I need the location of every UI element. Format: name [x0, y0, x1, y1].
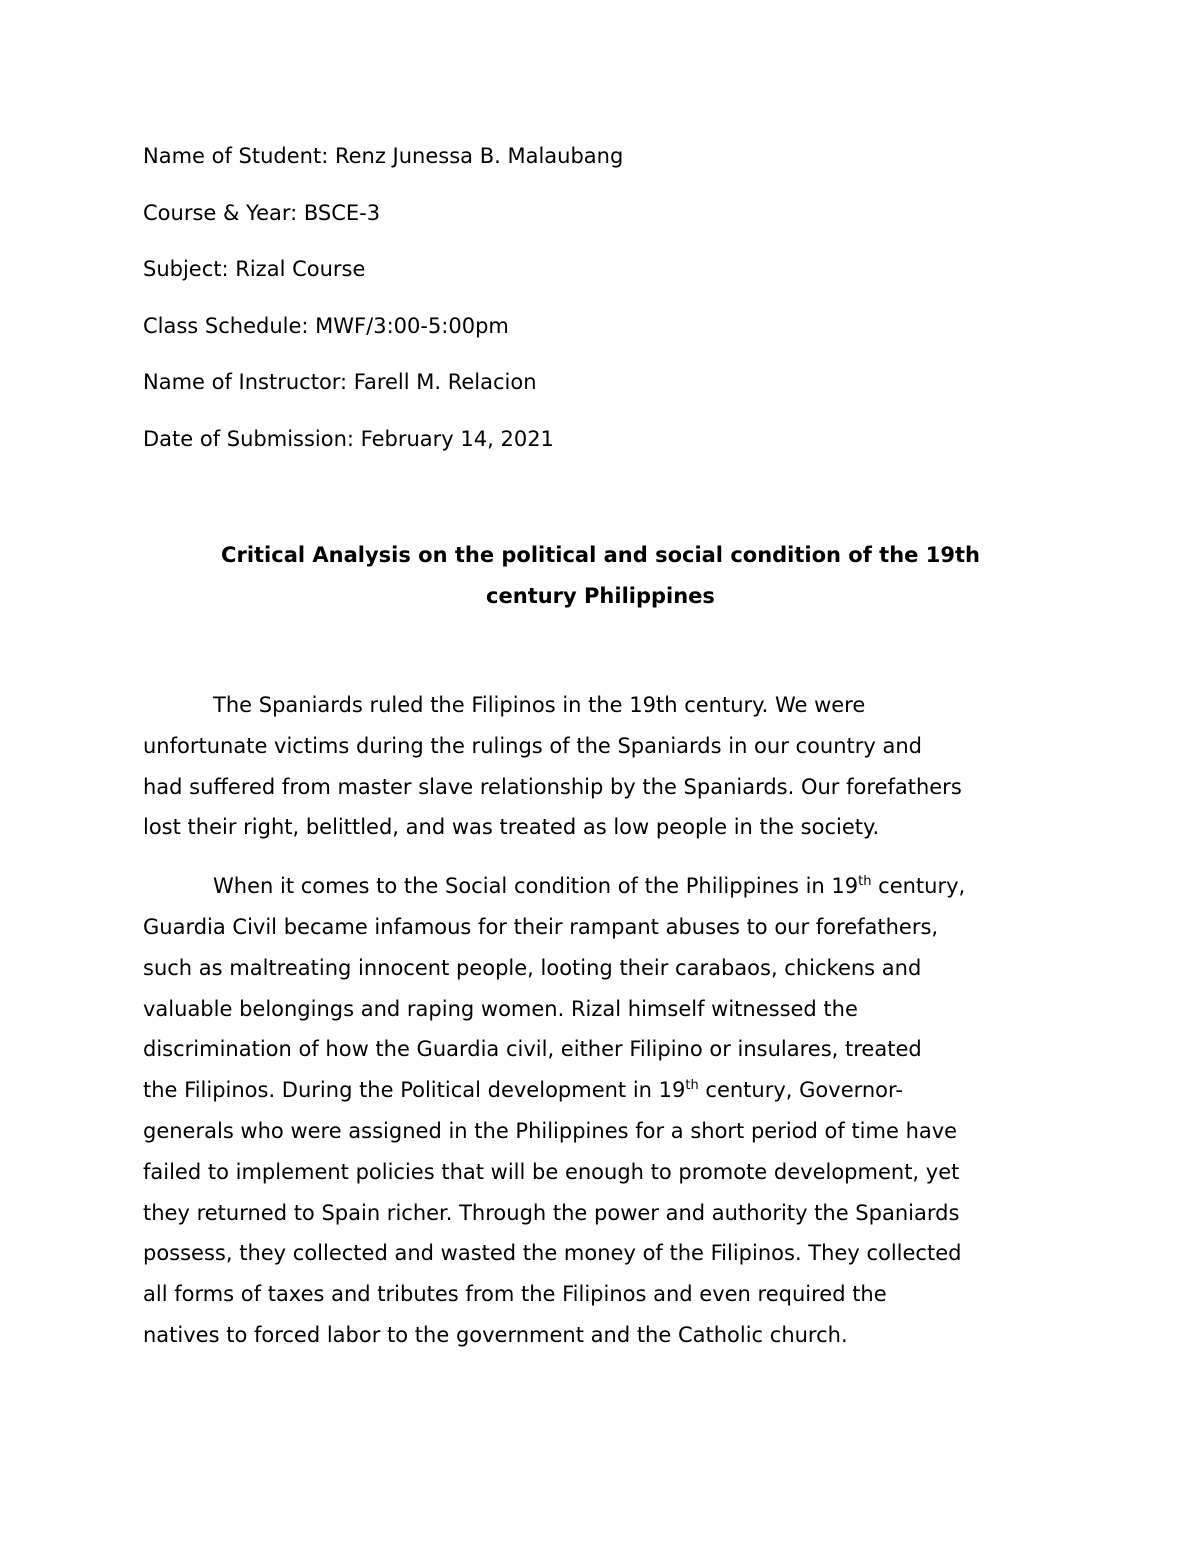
paragraph-2-line-6 [143, 1070, 1068, 1111]
document-title [143, 535, 1058, 617]
paragraph-2-line: natives to forced labor to the government and the Catholic church. [143, 1322, 848, 1347]
paragraph-2-line-1 [143, 866, 1068, 907]
student-name-line: Name of Student: Renz Junessa B. Malaubang [143, 144, 624, 168]
paragraph-2-line: failed to implement policies that will be enough to promote development, yet [143, 1159, 960, 1184]
title-line-2: century Philippines [486, 583, 715, 608]
subject-line: Subject: Rizal Course [143, 257, 366, 282]
class-schedule-line: Class Schedule: MWF/3:00-5:00pm [143, 313, 509, 338]
text-segment: When it comes to the Social condition of the Philippines in 19 [213, 874, 859, 899]
text-segment: century, [871, 874, 966, 899]
text-segment: the Filipinos. During the Political development in 19 [143, 1078, 686, 1103]
paragraph-2-line: discrimination of how the Guardia civil, either Filipino or insulares, treated [143, 1037, 922, 1062]
paragraph-1 [143, 685, 1068, 848]
paragraph-2-line: generals who were assigned in the Philippines for a short period of time have [143, 1118, 958, 1143]
paragraph-2-line: possess, they collected and wasted the money of the Filipinos. They collected [143, 1241, 962, 1266]
paragraph-1-line: unfortunate victims during the rulings of the Spaniards in our country and [143, 733, 923, 758]
paragraph-2-line: they returned to Spain richer. Through the power and authority the Spaniards [143, 1200, 960, 1225]
title-line-1: Critical Analysis on the political and social condition of the 19th [221, 543, 980, 567]
paragraph-1-line: The Spaniards ruled the Filipinos in the 19th century. We were [213, 693, 866, 717]
paragraph-2-line: all forms of taxes and tributes from the Filipinos and even required the [143, 1282, 887, 1307]
paragraph-1-line: had suffered from master slave relationship by the Spaniards. Our forefathers [143, 774, 962, 799]
course-year-line: Course & Year: BSCE-3 [143, 200, 381, 225]
superscript: th [858, 874, 872, 890]
student-info-block [143, 141, 1063, 481]
paragraph-2 [143, 866, 1068, 1356]
instructor-line: Name of Instructor: Farell M. Relacion [143, 370, 537, 395]
document-body [143, 685, 1068, 1374]
paragraph-2-line: such as maltreating innocent people, looting their carabaos, chickens and [143, 955, 922, 980]
submission-date-line: Date of Submission: February 14, 2021 [143, 426, 554, 451]
paragraph-1-line: lost their right, belittled, and was treated as low people in the society. [143, 815, 880, 840]
paragraph-2-line: Guardia Civil became infamous for their rampant abuses to our forefathers, [143, 914, 939, 939]
superscript: th [685, 1078, 699, 1094]
paragraph-2-line: valuable belongings and raping women. Rizal himself witnessed the [143, 996, 858, 1021]
text-segment: century, Governor- [698, 1078, 903, 1103]
